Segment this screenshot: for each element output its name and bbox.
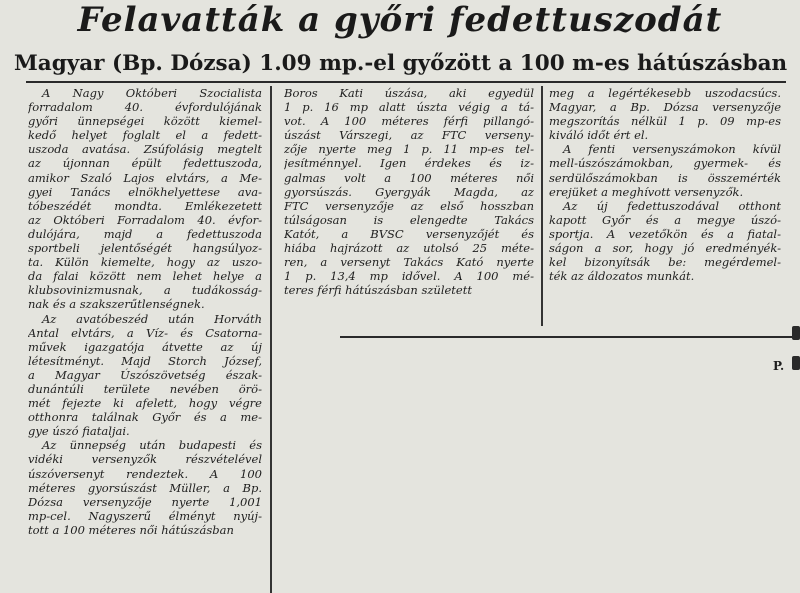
article-line: mét fejezte ki afelett, hogy végre: [28, 396, 262, 411]
article-line: Katót, a BVSC versenyzőjét és: [284, 226, 534, 241]
article-line: ren, a versenyt Takács Kató nyerte: [284, 255, 534, 270]
article-line: mp-cel. Nagyszerű élményt nyúj-: [28, 508, 262, 523]
article-line: forradalom 40. évfordulójának: [28, 100, 262, 115]
article-line: Boros Kati úszása, aki egyedül: [284, 86, 534, 100]
article-line: ta. Külön kiemelte, hogy az uszo-: [28, 255, 262, 270]
article-line: ságon a sor, hogy jó eredményék-: [549, 241, 781, 256]
article-column-3: [549, 86, 781, 283]
article-line: az Októberi Forradalom 40. évfor-: [28, 212, 262, 227]
author-signature: P.: [773, 359, 785, 373]
article-line: létesítményt. Majd Storch József,: [28, 353, 262, 368]
article-line: Antal elvtárs, a Víz- és Csatorna-: [28, 325, 262, 340]
article-column-2: [284, 86, 534, 297]
cropped-glyph: [792, 356, 800, 370]
article-line: kiváló időt ért el.: [549, 128, 649, 143]
article-line: méteres gyorsúszást Müller, a Bp.: [28, 480, 262, 495]
article-line: Magyar, a Bp. Dózsa versenyzője: [549, 100, 781, 115]
article-line: művek igazgatója átvette az új: [28, 339, 262, 354]
column-divider-2: [541, 86, 543, 326]
article-line: úszóversenyt rendeztek. A 100: [28, 466, 262, 481]
article-line: erejüket a meghívott versenyzők.: [549, 184, 744, 199]
article-line: meg a legértékesebb uszodacsúcs.: [549, 86, 781, 100]
article-line: kapott Győr és a megye úszó-: [549, 212, 781, 227]
article-line: hiába hajrázott az utolsó 25 méte-: [284, 241, 534, 256]
article-line: sportbeli jelentőségét hangsúlyoz-: [28, 241, 262, 256]
article-line: amikor Szaló Lajos elvtárs, a Me-: [28, 170, 262, 185]
article-line: a Magyar Úszószövetség észak-: [28, 367, 262, 382]
article-line: Dózsa versenyzője nyerte 1,001: [28, 494, 262, 509]
article-line: vot. A 100 méteres férfi pillangó-: [284, 114, 534, 129]
article-line: gye úszó fiataljai.: [28, 424, 130, 439]
article-line: teres férfi hátúszásban született: [284, 283, 472, 298]
article-line: FTC versenyzője az első hosszban: [284, 198, 534, 213]
article-line: Az ünnepség után budapesti és: [42, 438, 262, 453]
article-line: zője nyerte meg 1 p. 11 mp-es tel-: [284, 142, 534, 157]
column-divider-1: [270, 86, 272, 593]
article-line: megszorítás nélkül 1 p. 09 mp-es: [549, 114, 781, 129]
article-line: A Nagy Októberi Szocialista: [42, 86, 262, 100]
article-line: Az új fedettuszodával otthont: [563, 198, 781, 213]
article-end-rule: [340, 336, 798, 338]
article-line: jesítménnyel. Igen érdekes és iz-: [284, 156, 534, 171]
article-line: győri ünnepségei között kiemel-: [28, 114, 262, 129]
article-line: 1 p. 16 mp alatt úszta végig a tá-: [284, 100, 534, 115]
article-column-1: [28, 86, 262, 537]
article-line: otthonra találnak Győr és a me-: [28, 410, 262, 425]
article-line: sportja. A vezetőkön és a fiatal-: [549, 226, 781, 241]
article-line: túlságosan is elengedte Takács: [284, 212, 534, 227]
article-line: mell-úszószámokban, gyermek- és: [549, 156, 781, 171]
article-line: A fenti versenyszámokon kívül: [563, 142, 781, 157]
article-line: tott a 100 méteres női hátúszásban: [28, 522, 234, 537]
headline: Felavatták a győri fedettuszodát: [77, 0, 723, 40]
top-rule: [26, 81, 786, 83]
article-line: da falai között nem lehet helye a: [28, 269, 262, 284]
article-line: gyorsúszás. Gyergyák Magda, az: [284, 184, 534, 199]
article-line: kel bizonyítsák be: megérdemel-: [549, 255, 781, 270]
article-line: gyei Tanács elnökhelyettese ava-: [28, 184, 262, 199]
article-line: az újonnan épült fedettuszoda,: [28, 156, 262, 171]
article-line: dunántúli területe nevében örö-: [28, 381, 262, 396]
article-line: vidéki versenyzők részvételével: [28, 452, 262, 467]
article-line: tóbeszédét mondta. Emlékezetett: [28, 198, 262, 213]
article-line: dulójára, majd a fedettuszoda: [28, 226, 262, 241]
article-line: serdülőszámokban is összemérték: [549, 170, 781, 185]
subheadline: Magyar (Bp. Dózsa) 1.09 mp.-el győzött a 100 m-es hátúszásban: [14, 51, 788, 76]
cropped-glyph: [792, 326, 800, 340]
article-line: nak és a szakszerűtlenségnek.: [28, 297, 205, 312]
article-line: 1 p. 13,4 mp idővel. A 100 mé-: [284, 269, 534, 284]
article-line: kedő helyet foglalt el a fedett-: [28, 128, 262, 143]
article-line: ték az áldozatos munkát.: [549, 269, 695, 284]
article-line: úszást Várszegi, az FTC verseny-: [284, 128, 534, 143]
article-line: uszoda avatása. Zsúfolásig megtelt: [28, 142, 262, 157]
article-line: klubsovinizmusnak, a tudákosság-: [28, 283, 262, 298]
article-line: galmas volt a 100 méteres női: [284, 170, 534, 185]
article-line: Az avatóbeszéd után Horváth: [42, 311, 262, 326]
